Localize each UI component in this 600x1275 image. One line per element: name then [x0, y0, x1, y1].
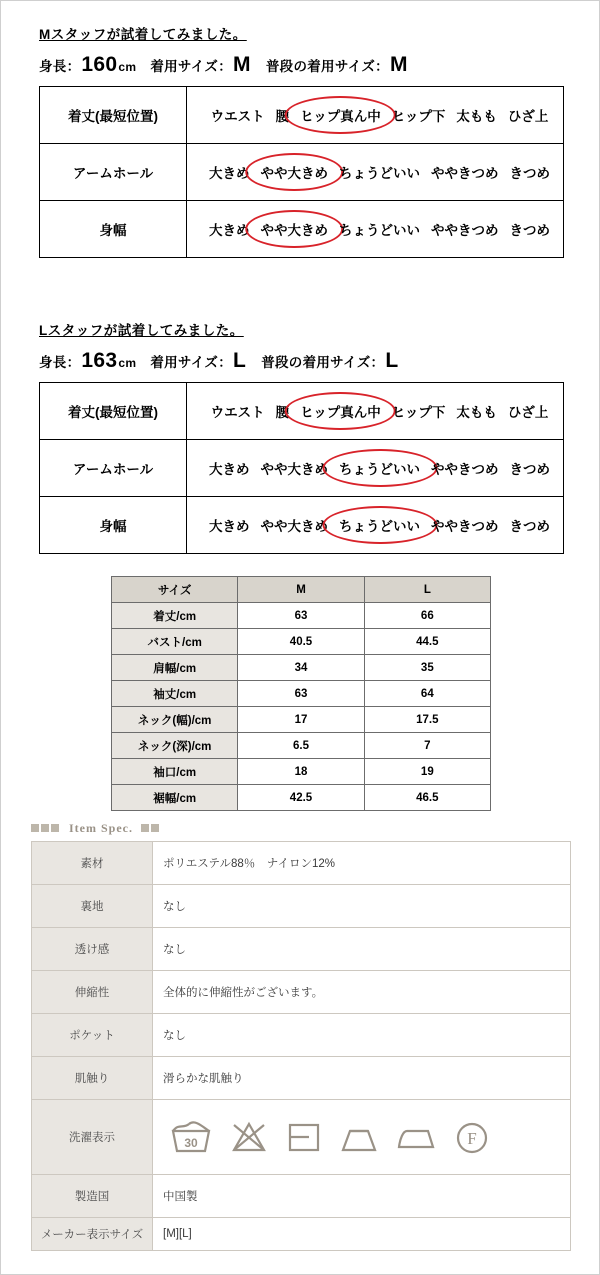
- fit-option-selected[interactable]: やや大きめ: [261, 219, 329, 239]
- size-chart-table: [111, 576, 491, 811]
- staff-review-block-m: [1, 23, 600, 258]
- fit-option[interactable]: ヒップ下: [391, 109, 446, 124]
- wash-temp-label: 30: [184, 1136, 198, 1150]
- item-spec-table: [31, 841, 571, 1251]
- size-chart-row-label: ネック(幅)/cm: [112, 707, 238, 733]
- worn-size-value-m: M: [233, 53, 251, 76]
- fit-row-options: [187, 87, 564, 144]
- usual-size-label-m: 普段の着用サイズ：: [265, 59, 389, 74]
- iron-low-icon: [395, 1119, 437, 1155]
- table-row: [40, 144, 564, 201]
- spec-key: 透け感: [32, 928, 153, 971]
- spec-value: 滑らかな肌触り: [153, 1057, 571, 1100]
- usual-size-value-m: M: [389, 53, 408, 76]
- fit-option[interactable]: 腰: [275, 405, 290, 420]
- table-header-row: [112, 577, 491, 603]
- fit-option[interactable]: きつめ: [509, 223, 550, 238]
- fit-row-head: 身幅: [40, 497, 187, 554]
- fit-option[interactable]: 大きめ: [209, 462, 250, 477]
- svg-text:F: F: [467, 1129, 477, 1148]
- table-row: [40, 497, 564, 554]
- fit-option-selected[interactable]: やや大きめ: [261, 162, 329, 182]
- spec-key: ポケット: [32, 1014, 153, 1057]
- table-row: [32, 885, 571, 928]
- fit-option[interactable]: 大きめ: [209, 223, 250, 238]
- size-chart-col-m: M: [238, 577, 364, 603]
- staff-measurements-m: [39, 53, 600, 77]
- worn-size-label-m: 着用サイズ：: [150, 59, 233, 74]
- fit-option[interactable]: ひざ上: [507, 405, 549, 420]
- staff-measurements-l: [39, 349, 600, 373]
- size-chart-value-l: 64: [364, 681, 490, 707]
- fit-row-head: 身幅: [40, 201, 187, 258]
- spec-value-wash-icons: [153, 1100, 571, 1175]
- fit-option[interactable]: やや大きめ: [260, 462, 328, 477]
- wash-30-icon: [169, 1119, 213, 1155]
- table-row: [32, 842, 571, 885]
- staff-review-title-m: Mスタッフが試着してみました。: [39, 27, 247, 42]
- fit-table-m: [39, 86, 564, 258]
- fit-option[interactable]: ややきつめ: [431, 223, 499, 238]
- height-value-l: 163: [81, 349, 118, 372]
- worn-size-label-l: 着用サイズ：: [150, 355, 233, 370]
- professional-clean-f-icon: [453, 1119, 491, 1155]
- fit-option[interactable]: やや大きめ: [260, 519, 328, 534]
- size-chart-value-m: 63: [238, 603, 364, 629]
- item-spec-heading-label: Item Spec.: [69, 821, 133, 835]
- no-bleach-icon: [229, 1119, 269, 1155]
- table-row: [32, 1057, 571, 1100]
- staff-review-title-l: Lスタッフが試着してみました。: [39, 323, 244, 338]
- fit-option[interactable]: ややきつめ: [431, 519, 499, 534]
- height-unit-l: cm: [118, 356, 137, 370]
- staff-review-block-l: [1, 319, 600, 554]
- spec-value: なし: [153, 885, 571, 928]
- size-chart-value-m: 34: [238, 655, 364, 681]
- fit-option-selected[interactable]: ちょうどいい: [339, 458, 420, 478]
- fit-option-selected[interactable]: ちょうどいい: [339, 515, 420, 535]
- fit-option[interactable]: 大きめ: [209, 166, 250, 181]
- height-label-l: 身長：: [39, 355, 81, 370]
- table-row: [112, 785, 491, 811]
- size-chart-row-label: 袖丈/cm: [112, 681, 238, 707]
- spec-key: 肌触り: [32, 1057, 153, 1100]
- fit-option[interactable]: 太もも: [456, 109, 497, 124]
- fit-row-options: [187, 383, 564, 440]
- item-spec-heading: [31, 821, 161, 836]
- size-chart-row-label: 袖口/cm: [112, 759, 238, 785]
- size-chart-row-label: 肩幅/cm: [112, 655, 238, 681]
- spec-key: 素材: [32, 842, 153, 885]
- table-row: [32, 971, 571, 1014]
- height-value-m: 160: [81, 53, 118, 76]
- tumble-dry-icon: [339, 1119, 379, 1155]
- spec-key: 製造国: [32, 1175, 153, 1218]
- spec-key: 伸縮性: [32, 971, 153, 1014]
- size-chart-value-l: 44.5: [364, 629, 490, 655]
- square-decoration-right-icon: [141, 821, 161, 836]
- table-row: [112, 707, 491, 733]
- size-chart-value-m: 63: [238, 681, 364, 707]
- fit-option[interactable]: ウエスト: [210, 109, 265, 124]
- size-chart-value-l: 35: [364, 655, 490, 681]
- table-row: [32, 1175, 571, 1218]
- fit-row-head: アームホール: [40, 440, 187, 497]
- size-chart-value-m: 42.5: [238, 785, 364, 811]
- fit-row-options: [187, 201, 564, 258]
- fit-table-l: [39, 382, 564, 554]
- fit-option-selected[interactable]: ヒップ真ん中: [300, 401, 381, 421]
- spec-key: 裏地: [32, 885, 153, 928]
- height-label-m: 身長：: [39, 59, 81, 74]
- table-row: [32, 1014, 571, 1057]
- table-row: [32, 1218, 571, 1251]
- fit-row-options: [187, 497, 564, 554]
- spec-value: 全体的に伸縮性がございます。: [153, 971, 571, 1014]
- worn-size-value-l: L: [233, 349, 247, 372]
- table-row: [112, 759, 491, 785]
- size-chart-value-l: 66: [364, 603, 490, 629]
- size-chart-col-l: L: [364, 577, 490, 603]
- table-row: [112, 603, 491, 629]
- fit-option[interactable]: きつめ: [509, 462, 550, 477]
- table-row: [40, 383, 564, 440]
- fit-option-selected[interactable]: ヒップ真ん中: [300, 105, 381, 125]
- size-chart-row-label: バスト/cm: [112, 629, 238, 655]
- dry-flat-icon: [285, 1119, 323, 1155]
- fit-option[interactable]: ちょうどいい: [339, 166, 420, 181]
- fit-option[interactable]: ウエスト: [210, 405, 265, 420]
- spec-value: 中国製: [153, 1175, 571, 1218]
- size-chart-value-m: 18: [238, 759, 364, 785]
- size-chart-value-l: 17.5: [364, 707, 490, 733]
- table-row: [40, 87, 564, 144]
- spec-value: なし: [153, 928, 571, 971]
- table-row: [112, 733, 491, 759]
- size-chart-col-label: サイズ: [112, 577, 238, 603]
- spec-value: なし: [153, 1014, 571, 1057]
- fit-option[interactable]: 腰: [275, 109, 290, 124]
- spec-value: [M][L]: [153, 1218, 571, 1251]
- size-chart-row-label: 裾幅/cm: [112, 785, 238, 811]
- size-chart-value-l: 46.5: [364, 785, 490, 811]
- square-decoration-left-icon: [31, 821, 61, 836]
- spec-key: メーカー表示サイズ: [32, 1218, 153, 1251]
- fit-option[interactable]: ややきつめ: [431, 166, 499, 181]
- usual-size-label-l: 普段の着用サイズ：: [261, 355, 385, 370]
- size-chart-row-label: 着丈/cm: [112, 603, 238, 629]
- table-row: [32, 928, 571, 971]
- fit-option[interactable]: ひざ上: [507, 109, 549, 124]
- table-row: [112, 655, 491, 681]
- fit-option[interactable]: 太もも: [456, 405, 497, 420]
- usual-size-value-l: L: [385, 349, 399, 372]
- fit-option[interactable]: 大きめ: [209, 519, 250, 534]
- table-row: [40, 440, 564, 497]
- fit-option[interactable]: ややきつめ: [431, 462, 499, 477]
- table-row: [112, 681, 491, 707]
- spec-value: ポリエステル88％ ナイロン12%: [153, 842, 571, 885]
- size-chart-value-l: 19: [364, 759, 490, 785]
- size-chart-value-l: 7: [364, 733, 490, 759]
- fit-option[interactable]: きつめ: [509, 519, 550, 534]
- fit-option[interactable]: ちょうどいい: [339, 223, 420, 238]
- size-chart-row-label: ネック(深)/cm: [112, 733, 238, 759]
- table-row: [32, 1100, 571, 1175]
- table-row: [112, 629, 491, 655]
- fit-row-options: [187, 144, 564, 201]
- fit-row-head: 着丈(最短位置): [40, 87, 187, 144]
- fit-option[interactable]: きつめ: [509, 166, 550, 181]
- size-chart-value-m: 6.5: [238, 733, 364, 759]
- size-chart-value-m: 17: [238, 707, 364, 733]
- fit-row-head: アームホール: [40, 144, 187, 201]
- size-chart-value-m: 40.5: [238, 629, 364, 655]
- table-row: [40, 201, 564, 258]
- fit-row-options: [187, 440, 564, 497]
- fit-row-head: 着丈(最短位置): [40, 383, 187, 440]
- spec-key: 洗濯表示: [32, 1100, 153, 1175]
- height-unit-m: cm: [118, 60, 137, 74]
- fit-option[interactable]: ヒップ下: [391, 405, 446, 420]
